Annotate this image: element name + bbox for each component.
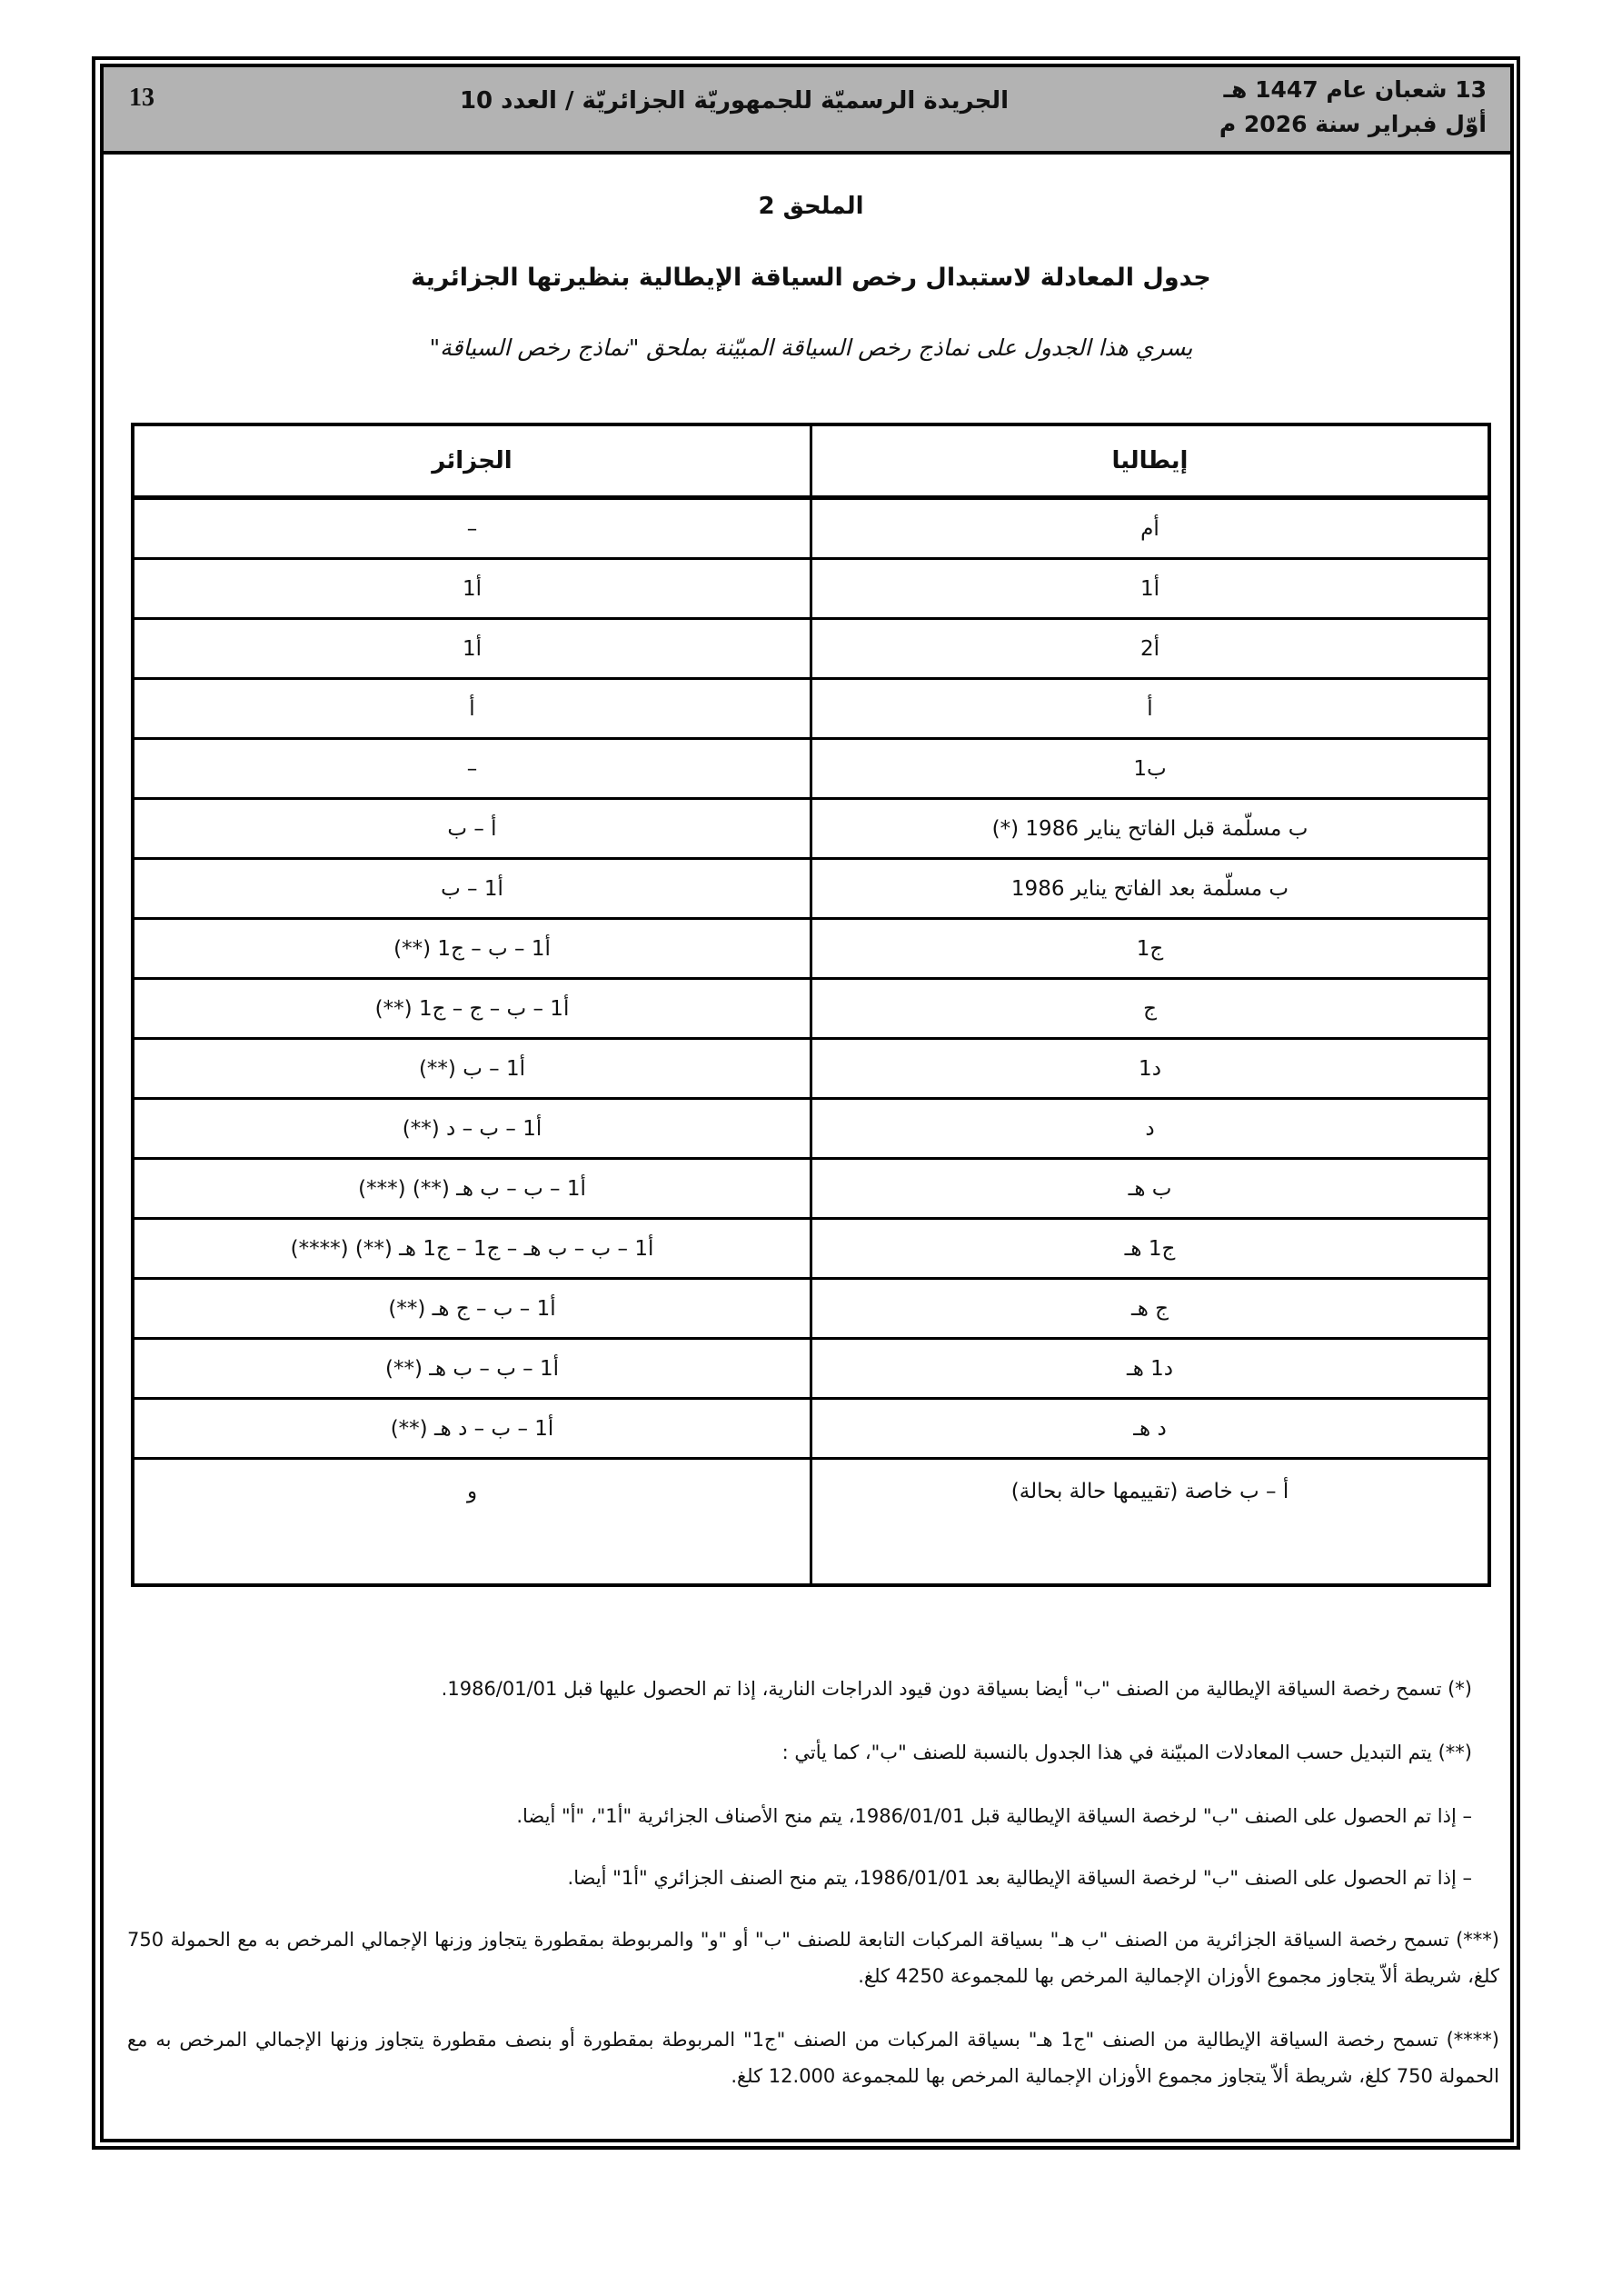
table-row [133, 1279, 1489, 1339]
table-row [133, 1099, 1489, 1159]
hijri-date: 13 شعبان عام 1447 هـ [1223, 76, 1487, 103]
equivalence-table [131, 423, 1491, 1587]
cell-algeria: أ1 – ب – ب هـ (**) (***) [133, 1159, 811, 1219]
column-header-italy: إيطاليا [811, 424, 1490, 498]
cell-italy: ج1 [811, 919, 1490, 979]
cell-italy: ب مسلّمة بعد الفاتح يناير 1986 [811, 859, 1490, 919]
column-header-algeria: الجزائر [133, 424, 811, 498]
table-row [133, 559, 1489, 619]
cell-algeria: أ1 – ب – د هـ (**) [133, 1399, 811, 1459]
cell-italy: أ [811, 679, 1490, 739]
document-title: جدول المعادلة لاستبدال رخص السياقة الإيطالية بنظيرتها الجزائرية [411, 264, 1211, 292]
gazette-title-wrap [104, 87, 1510, 115]
cell-italy: ب هـ [811, 1159, 1490, 1219]
footnote-1: (*) تسمح رخصة السياقة الإيطالية من الصنف "ب" أيضا بسياقة دون قيود الدراجات النارية، إذا تم الحصول عليها قبل 1986/01/01. [441, 1678, 1472, 1700]
gazette-header [104, 67, 1510, 155]
cell-algeria: أ1 – ب – ج هـ (**) [133, 1279, 811, 1339]
table-row [133, 498, 1489, 559]
table-row [133, 1219, 1489, 1279]
cell-italy: د هـ [811, 1399, 1490, 1459]
cell-italy: ب1 [811, 739, 1490, 799]
footnote-3: (***) تسمح رخصة السياقة الجزائرية من الصنف "ب هـ" بسياقة المركبات التابعة للصنف "ب" أو "و" والمربوطة بمقطورة يتجاوز وزنها الإجمالي المرخص به مع الحمولة 750 كلغ، شريطة ألاّ يتجاوز مجموع الأوزان الإجمالية المرخص بها للمجموعة 4250 كلغ. [127, 1929, 1499, 1987]
cell-italy: أ2 [811, 619, 1490, 679]
page-number: 13 [129, 84, 154, 112]
cell-algeria: أ1 – ب – ب هـ – ج1 – ج1 هـ (**) (****) [133, 1219, 811, 1279]
table-row [133, 979, 1489, 1039]
cell-italy: ب مسلّمة قبل الفاتح يناير 1986 (*) [811, 799, 1490, 859]
footnote-4: (****) تسمح رخصة السياقة الإيطالية من الصنف "ج1 هـ" بسياقة المركبات من الصنف "ج1" المربوطة بمقطورة أو بنصف مقطورة يتجاوز وزنها الإجمالي المرخص به مع الحمولة 750 كلغ، شريطة ألاّ يتجاوز مجموع الأوزان الإجمالية المرخص بها للمجموعة 12.000 كلغ. [127, 2029, 1499, 2087]
cell-algeria: أ – ب [133, 799, 811, 859]
cell-italy: أم [811, 498, 1490, 559]
cell-algeria: و [133, 1459, 811, 1586]
cell-algeria: أ [133, 679, 811, 739]
cell-algeria: أ1 – ب – ب هـ (**) [133, 1339, 811, 1399]
document-subtitle: يسري هذا الجدول على نماذج رخص السياقة المبيّنة بملحق "نماذج رخص السياقة" [429, 334, 1193, 361]
cell-italy: د [811, 1099, 1490, 1159]
footnote-2-item-b: – إذا تم الحصول على الصنف "ب" لرخصة السياقة الإيطالية بعد 1986/01/01، يتم منح الصنف الجزائري "أ1" أيضا. [567, 1867, 1472, 1889]
cell-italy: د1 [811, 1039, 1490, 1099]
cell-algeria: أ1 – ب – ج – ج1 (**) [133, 979, 811, 1039]
cell-algeria: أ1 – ب – ج1 (**) [133, 919, 811, 979]
cell-algeria: – [133, 498, 811, 559]
footnote-2: (**) يتم التبديل حسب المعادلات المبيّنة في هذا الجدول بالنسبة للصنف "ب"، كما يأتي : [781, 1742, 1472, 1763]
cell-algeria: أ1 – ب [133, 859, 811, 919]
cell-italy: ج هـ [811, 1279, 1490, 1339]
table-row [133, 1339, 1489, 1399]
cell-algeria: – [133, 739, 811, 799]
table-row [133, 919, 1489, 979]
footnote-2-item-a: – إذا تم الحصول على الصنف "ب" لرخصة السياقة الإيطالية قبل 1986/01/01، يتم منح الأصناف الجزائرية "أ1"، "أ" أيضا. [516, 1805, 1472, 1827]
table-row [133, 1399, 1489, 1459]
cell-italy: د1 هـ [811, 1339, 1490, 1399]
cell-algeria: أ1 – ب (**) [133, 1039, 811, 1099]
table-row [133, 799, 1489, 859]
cell-algeria: أ1 [133, 559, 811, 619]
table-row [133, 859, 1489, 919]
cell-algeria: أ1 [133, 619, 811, 679]
table-row [133, 1159, 1489, 1219]
footnotes [127, 1671, 1499, 2121]
cell-algeria: أ1 – ب – د (**) [133, 1099, 811, 1159]
table-row [133, 679, 1489, 739]
table-row [133, 619, 1489, 679]
cell-italy: ج1 هـ [811, 1219, 1490, 1279]
gregorian-date: أوّل فبراير سنة 2026 م [1219, 111, 1487, 137]
cell-italy: أ1 [811, 559, 1490, 619]
table-row [133, 739, 1489, 799]
annex-heading: الملحق 2 [758, 193, 864, 220]
gazette-title: الجريدة الرسميّة للجمهوريّة الجزائريّة / العدد 10 [459, 87, 1010, 115]
table-row [133, 1039, 1489, 1099]
table-row [133, 1459, 1489, 1586]
cell-italy: ج [811, 979, 1490, 1039]
cell-italy: أ – ب خاصة (تقييمها حالة بحالة) [811, 1459, 1490, 1586]
table-header-row [133, 424, 1489, 498]
